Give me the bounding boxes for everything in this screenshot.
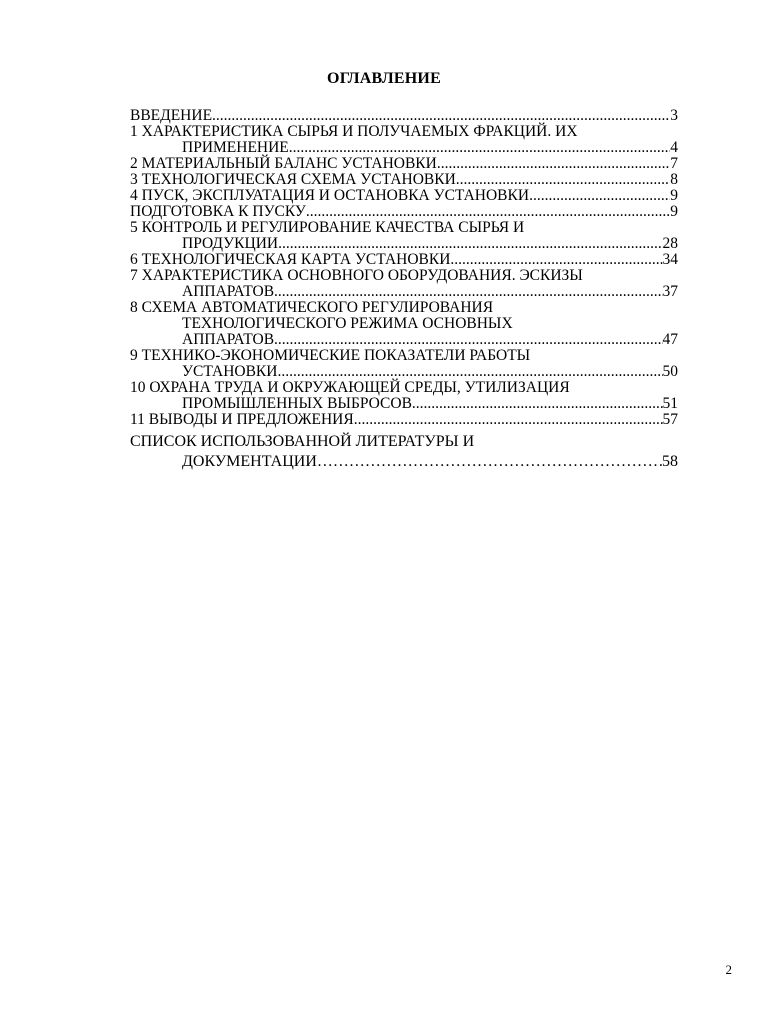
toc-entry-line <box>130 172 678 188</box>
toc-dot-leader <box>278 236 662 252</box>
toc-entry <box>130 220 678 252</box>
toc-entry-label: ПРОМЫШЛЕННЫХ ВЫБРОСОВ <box>182 395 412 412</box>
toc-entry-line <box>130 108 678 124</box>
toc-entry-continuation <box>130 452 678 472</box>
toc-entry-line <box>130 204 678 220</box>
toc-entry-label: 2 МАТЕРИАЛЬНЫЙ БАЛАНС УСТАНОВКИ <box>130 155 437 172</box>
toc-entry-line <box>130 252 678 268</box>
toc-dot-leader <box>306 204 670 220</box>
toc-dot-leader <box>317 452 662 472</box>
toc-entry <box>130 348 678 380</box>
toc-entry <box>130 412 678 428</box>
toc-entry-label: 9 ТЕХНИКО-ЭКОНОМИЧЕСКИЕ ПОКАЗАТЕЛИ РАБОТЫ <box>130 347 531 364</box>
toc-entry-continuation <box>130 316 678 332</box>
toc-dot-leader <box>274 332 662 348</box>
toc-entry <box>130 380 678 412</box>
toc-entry-label: 1 ХАРАКТЕРИСТИКА СЫРЬЯ И ПОЛУЧАЕМЫХ ФРАКЦИЙ. ИХ <box>130 123 578 140</box>
toc-entry-label: ПРОДУКЦИИ <box>182 235 279 252</box>
toc-dot-leader <box>274 284 662 300</box>
toc-entry-continuation <box>130 236 678 252</box>
toc-entry-page: 58 <box>662 453 678 470</box>
toc-dot-leader <box>450 252 662 268</box>
table-of-contents <box>130 108 678 472</box>
toc-entry-line <box>130 220 678 236</box>
toc-entry <box>130 156 678 172</box>
toc-entry-line <box>130 156 678 172</box>
toc-entry-page: 3 <box>670 107 678 124</box>
toc-entry-page: 57 <box>662 411 678 428</box>
toc-dot-leader <box>437 156 670 172</box>
toc-entry-label: 11 ВЫВОДЫ И ПРЕДЛОЖЕНИЯ <box>130 411 354 428</box>
toc-entry-label: УСТАНОВКИ <box>182 363 278 380</box>
toc-entry-continuation <box>130 140 678 156</box>
toc-entry <box>130 124 678 156</box>
toc-entry-label: ДОКУМЕНТАЦИИ <box>182 453 317 470</box>
toc-entry-page: 47 <box>662 331 678 348</box>
toc-entry-label: 7 ХАРАКТЕРИСТИКА ОСНОВНОГО ОБОРУДОВАНИЯ. ЭСКИЗЫ <box>130 267 583 284</box>
toc-entry-page: 28 <box>662 235 678 252</box>
toc-entry-continuation <box>130 332 678 348</box>
toc-entry-line <box>130 348 678 364</box>
toc-dot-leader <box>212 108 670 124</box>
toc-entry-page: 7 <box>670 155 678 172</box>
toc-entry-line <box>130 268 678 284</box>
toc-entry-continuation <box>130 284 678 300</box>
toc-entry-page: 9 <box>670 187 678 204</box>
toc-entry-label: 6 ТЕХНОЛОГИЧЕСКАЯ КАРТА УСТАНОВКИ <box>130 251 451 268</box>
toc-entry-page: 51 <box>662 395 678 412</box>
toc-dot-leader <box>529 188 670 204</box>
toc-entry-line <box>130 380 678 396</box>
toc-entry-line <box>130 412 678 428</box>
toc-entry-line <box>130 188 678 204</box>
toc-entry <box>130 252 678 268</box>
toc-entry-line <box>130 124 678 140</box>
toc-entry <box>130 300 678 348</box>
toc-entry-page: 37 <box>662 283 678 300</box>
page-number: 2 <box>725 962 732 977</box>
toc-dot-leader <box>456 172 670 188</box>
toc-entry-line <box>130 300 678 316</box>
toc-dot-leader <box>277 364 662 380</box>
toc-entry-label: 3 ТЕХНОЛОГИЧЕСКАЯ СХЕМА УСТАНОВКИ <box>130 171 456 188</box>
toc-entry <box>130 204 678 220</box>
toc-entry-page: 50 <box>662 363 678 380</box>
toc-entry-label: ВВЕДЕНИЕ <box>130 107 213 124</box>
toc-entry <box>130 268 678 300</box>
toc-entry-label: 10 ОХРАНА ТРУДА И ОКРУЖАЮЩЕЙ СРЕДЫ, УТИЛИЗАЦИЯ <box>130 379 570 396</box>
toc-entry-label: 4 ПУСК, ЭКСПЛУАТАЦИЯ И ОСТАНОВКА УСТАНОВКИ <box>130 187 530 204</box>
toc-entry-label: ПОДГОТОВКА К ПУСКУ <box>130 203 306 220</box>
toc-entry-page: 9 <box>670 203 678 220</box>
toc-entry-page: 8 <box>670 171 678 188</box>
toc-entry-page: 34 <box>662 251 678 268</box>
toc-entry-continuation <box>130 396 678 412</box>
toc-dot-leader <box>412 396 663 412</box>
toc-entry-line <box>130 432 678 452</box>
toc-entry-continuation <box>130 364 678 380</box>
toc-entry-label: АППАРАТОВ <box>182 331 275 348</box>
toc-entry <box>130 108 678 124</box>
toc-entry-label: ТЕХНОЛОГИЧЕСКОГО РЕЖИМА ОСНОВНЫХ <box>182 315 513 332</box>
toc-entry <box>130 432 678 472</box>
toc-entry-label: 5 КОНТРОЛЬ И РЕГУЛИРОВАНИЕ КАЧЕСТВА СЫРЬЯ И <box>130 219 525 236</box>
toc-entry-label: 8 СХЕМА АВТОМАТИЧЕСКОГО РЕГУЛИРОВАНИЯ <box>130 299 494 316</box>
toc-title: ОГЛАВЛЕНИЕ <box>327 70 441 87</box>
toc-dot-leader <box>289 140 670 156</box>
toc-entry-label: ПРИМЕНЕНИЕ <box>182 139 289 156</box>
toc-entry-label: СПИСОК ИСПОЛЬЗОВАННОЙ ЛИТЕРАТУРЫ И <box>130 433 475 450</box>
toc-entry-label: АППАРАТОВ <box>182 283 275 300</box>
toc-dot-leader <box>354 412 663 428</box>
toc-entry-page: 4 <box>670 139 678 156</box>
toc-entry <box>130 188 678 204</box>
toc-entry <box>130 172 678 188</box>
